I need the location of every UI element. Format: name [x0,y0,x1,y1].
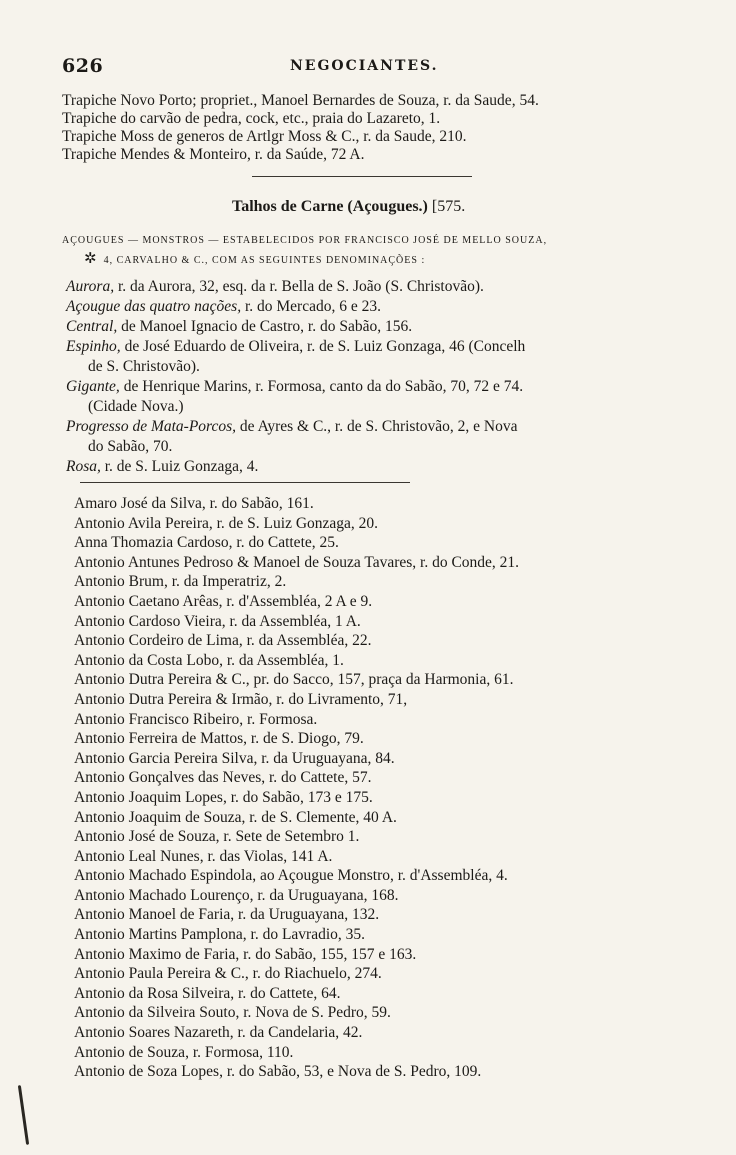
shop-detail: de Ayres & C., r. de S. Christovão, 2, e Nova [236,418,518,435]
shop-name: Rosa, [66,458,101,475]
list-item: Antonio de Souza, r. Formosa, 110. [74,1043,294,1061]
shop-name: Progresso de Mata-Porcos, [66,418,237,435]
list-item: Antonio Soares Nazareth, r. da Candelaria, 42. [74,1024,363,1042]
section-number: [575. [431,198,466,215]
list-item: Antonio Gonçalves das Neves, r. do Cattete, 57. [74,769,372,787]
acougue-list [66,277,716,477]
section-title: Talhos de Carne (Açougues.) [232,198,428,215]
shop-detail: de José Eduardo de Oliveira, r. de S. Luiz Gonzaga, 46 (Concelh [120,338,526,355]
shop-name: Espinho, [66,338,121,355]
entry-line: Trapiche Novo Porto; propriet., Manoel Bernardes de Souza, r. da Saude, 54. [62,92,539,109]
list-item: Antonio Paula Pereira & C., r. do Riachuelo, 274. [74,965,382,983]
list-item: Antonio da Rosa Silveira, r. do Cattete, 64. [74,984,341,1002]
shop-detail: r. do Mercado, 6 e 23. [241,298,381,315]
merchant-list [74,494,724,1082]
list-item: Amaro José da Silva, r. do Sabão, 161. [74,495,314,512]
shop-detail-continued: do Sabão, 70. [88,438,173,455]
shop-name: Central, [66,318,118,335]
list-item [66,297,716,317]
list-item [66,377,716,397]
page-title: NEGOCIANTES. [290,58,439,74]
list-item: Antonio Manoel de Faria, r. da Uruguayana, 132. [74,906,380,924]
list-item: Antonio Martins Pamplona, r. do Lavradio, 35. [74,926,366,944]
entry-line: Trapiche do carvão de pedra, cock, etc., praia do Lazareto, 1. [62,110,441,127]
divider-rule [252,176,472,177]
margin-mark [18,1085,29,1145]
list-item: Antonio Cardoso Vieira, r. da Assembléa, 1 A. [74,612,361,630]
shop-name: Gigante, [66,378,120,395]
list-item [66,337,716,357]
list-item: Antonio Joaquim Lopes, r. do Sabão, 173 e 175. [74,788,373,806]
subsection-heading [62,232,702,270]
list-item [66,317,716,337]
entry-line: Trapiche Moss de generos de Artlgr Moss & C., r. da Saude, 210. [62,128,467,145]
asterism-icon: ✲ [84,251,98,267]
list-item: Antonio da Silveira Souto, r. Nova de S. Pedro, 59. [74,1004,391,1022]
shop-name: Açougue das quatro nações, [66,298,242,315]
list-item: Antonio Dutra Pereira & Irmão, r. do Livramento, 71, [74,690,408,708]
list-item: Antonio Brum, r. da Imperatriz, 2. [74,573,287,591]
list-item: Antonio Caetano Arêas, r. d'Assembléa, 2 A e 9. [74,592,373,610]
trapiche-entries [62,92,712,164]
shop-detail: r. de S. Luiz Gonzaga, 4. [100,458,259,475]
list-item [66,277,716,297]
list-item [66,417,716,437]
list-item: Antonio Antunes Pedroso & Manoel de Souza Tavares, r. do Conde, 21. [74,553,520,571]
list-item: Antonio Francisco Ribeiro, r. Formosa. [74,710,318,728]
shop-detail-continued: de S. Christovão). [88,358,200,375]
list-item: Antonio Avila Pereira, r. de S. Luiz Gonzaga, 20. [74,514,379,532]
shop-detail: de Manoel Ignacio de Castro, r. do Sabão, 156. [117,318,413,335]
list-item: Antonio Leal Nunes, r. das Violas, 141 A. [74,847,333,865]
divider-rule [80,482,410,483]
list-item: Antonio Machado Lourenço, r. da Uruguayana, 168. [74,886,399,904]
shop-detail-continued: (Cidade Nova.) [88,398,184,415]
list-item: Antonio José de Souza, r. Sete de Setembro 1. [74,828,360,846]
list-item [66,457,716,477]
shop-name: Aurora, [66,278,115,295]
page-number: 626 [62,55,104,77]
section-heading [232,198,465,216]
list-item: Antonio da Costa Lobo, r. da Assembléa, 1. [74,651,344,669]
list-item: Antonio Maximo de Faria, r. do Sabão, 155, 157 e 163. [74,945,417,963]
list-item: Anna Thomazia Cardoso, r. do Cattete, 25. [74,534,339,552]
list-item: Antonio Ferreira de Mattos, r. de S. Diogo, 79. [74,730,364,748]
list-item: Antonio Cordeiro de Lima, r. da Assembléa, 22. [74,632,372,650]
list-item: Antonio Dutra Pereira & C., pr. do Sacco, 157, praça da Harmonia, 61. [74,671,514,689]
entry-line: Trapiche Mendes & Monteiro, r. da Saúde, 72 A. [62,146,365,163]
list-item: Antonio Garcia Pereira Silva, r. da Uruguayana, 84. [74,749,395,767]
list-item: Antonio Joaquim de Souza, r. de S. Clemente, 40 A. [74,808,397,826]
shop-detail: de Henrique Marins, r. Formosa, canto da do Sabão, 70, 72 e 74. [119,378,524,395]
list-item: Antonio Machado Espindola, ao Açougue Monstro, r. d'Assembléa, 4. [74,867,508,885]
shop-detail: r. da Aurora, 32, esq. da r. Bella de S. João (S. Christovão). [114,278,484,295]
list-item: Antonio de Soza Lopes, r. do Sabão, 53, e Nova de S. Pedro, 109. [74,1063,482,1081]
subsection-line: AÇOUGUES — MONSTROS — ESTABELECIDOS POR FRANCISCO JOSÉ DE MELLO SOUZA, [62,235,548,246]
page-header [62,55,682,79]
subsection-line: 4, CARVALHO & C., COM AS SEGUINTES DENOMINAÇÕES : [103,255,426,266]
